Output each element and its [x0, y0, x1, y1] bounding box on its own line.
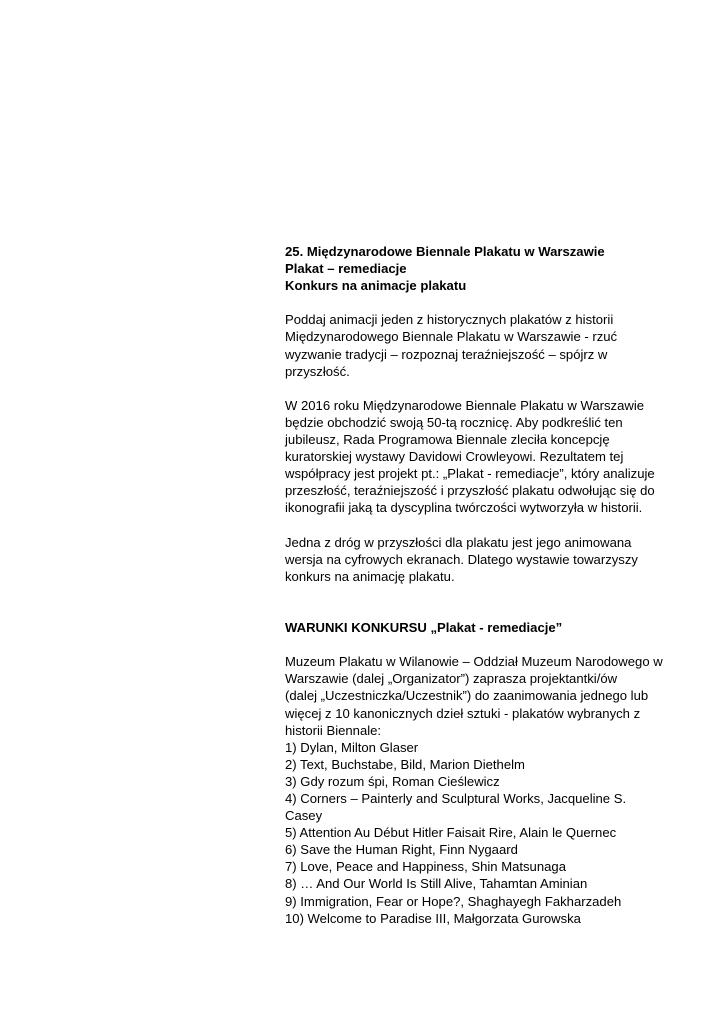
spacer	[285, 585, 665, 619]
paragraph-line: W 2016 roku Międzynarodowe Biennale Plakatu w Warszawie	[285, 397, 645, 413]
list-item: 4) Corners – Painterly and Sculptural Works, Jacqueline S.	[285, 791, 627, 806]
paragraph-line: Poddaj animacji jeden z historycznych plakatów z historii	[285, 312, 614, 328]
intro-paragraph	[285, 311, 665, 379]
list-item: 1) Dylan, Milton Glaser	[285, 739, 419, 755]
paragraph-line: Jedna z dróg w przyszłości dla plakatu jest jego animowana	[285, 534, 632, 550]
document-title: 25. Międzynarodowe Biennale Plakatu w Warszawie	[285, 244, 605, 259]
exhibition-title: Plakat – remediacje	[285, 261, 407, 277]
document-body	[285, 243, 665, 927]
paragraph-line: konkurs na animację plakatu.	[285, 568, 455, 584]
animation-paragraph	[285, 534, 665, 585]
paragraph-line: kuratorskiej wystawy Davidowi Crowleyowi. Rezultatem tej	[285, 449, 624, 465]
list-item: 6) Save the Human Right, Finn Nygaard	[285, 842, 518, 858]
paragraph-line: Muzeum Plakatu w Wilanowie – Oddział Muzeum Narodowego w	[285, 654, 663, 670]
paragraph-line: przyszłość.	[285, 363, 350, 379]
paragraph-line: przeszłość, teraźniejszość i przyszłość plakatu odwołując się do	[285, 483, 655, 499]
list-item: 8) … And Our World Is Still Alive, Tahamtan Aminian	[285, 876, 588, 892]
spacer	[285, 380, 665, 397]
paragraph-line: współpracy jest projekt pt.: „Plakat - remediacje”, który analizuje	[285, 466, 655, 482]
conditions-paragraph	[285, 653, 665, 738]
paragraph-line: ikonografii jaką ta dyscyplina twórczości wytworzyła w historii.	[285, 500, 643, 516]
paragraph-line: Warszawie (dalej „Organizator”) zaprasza projektantki/ów	[285, 671, 618, 687]
paragraph-line: będzie obchodzić swoją 50-tą rocznicę. Aby podkreślić ten	[285, 414, 623, 430]
list-item: 9) Immigration, Fear or Hope?, Shaghayegh Fakharzadeh	[285, 893, 622, 909]
paragraph-line: wersja na cyfrowych ekranach. Dlatego wystawie towarzyszy	[285, 551, 638, 567]
paragraph-line: (dalej „Uczestniczka/Uczestnik”) do zaanimowania jednego lub	[285, 688, 649, 704]
paragraph-line: Międzynarodowego Biennale Plakatu w Warszawie - rzuć	[285, 329, 618, 345]
list-item: 3) Gdy rozum śpi, Roman Cieślewicz	[285, 773, 500, 789]
anniversary-paragraph	[285, 397, 665, 517]
list-item: 2) Text, Buchstabe, Bild, Marion Diethelm	[285, 756, 525, 772]
list-item: 5) Attention Au Début Hitler Faisait Rire, Alain le Quernec	[285, 825, 617, 841]
paragraph-line: jubileusz, Rada Programowa Biennale zleciła koncepcję	[285, 432, 610, 448]
list-item: 10) Welcome to Paradise III, Małgorzata Gurowska	[285, 910, 581, 926]
competition-title: Konkurs na animacje plakatu	[285, 278, 467, 294]
list-item: Casey	[285, 808, 323, 824]
spacer	[285, 636, 665, 653]
paragraph-line: wyzwanie tradycji – rozpoznaj teraźniejszość – spójrz w	[285, 346, 608, 362]
list-item: 7) Love, Peace and Happiness, Shin Matsunaga	[285, 859, 566, 875]
conditions-heading: WARUNKI KONKURSU „Plakat - remediacje”	[285, 620, 563, 636]
spacer	[285, 517, 665, 534]
paragraph-line: historii Biennale:	[285, 722, 382, 738]
paragraph-line: więcej z 10 kanonicznych dzieł sztuki - plakatów wybranych z	[285, 705, 641, 721]
spacer	[285, 294, 665, 311]
poster-list	[285, 739, 665, 927]
